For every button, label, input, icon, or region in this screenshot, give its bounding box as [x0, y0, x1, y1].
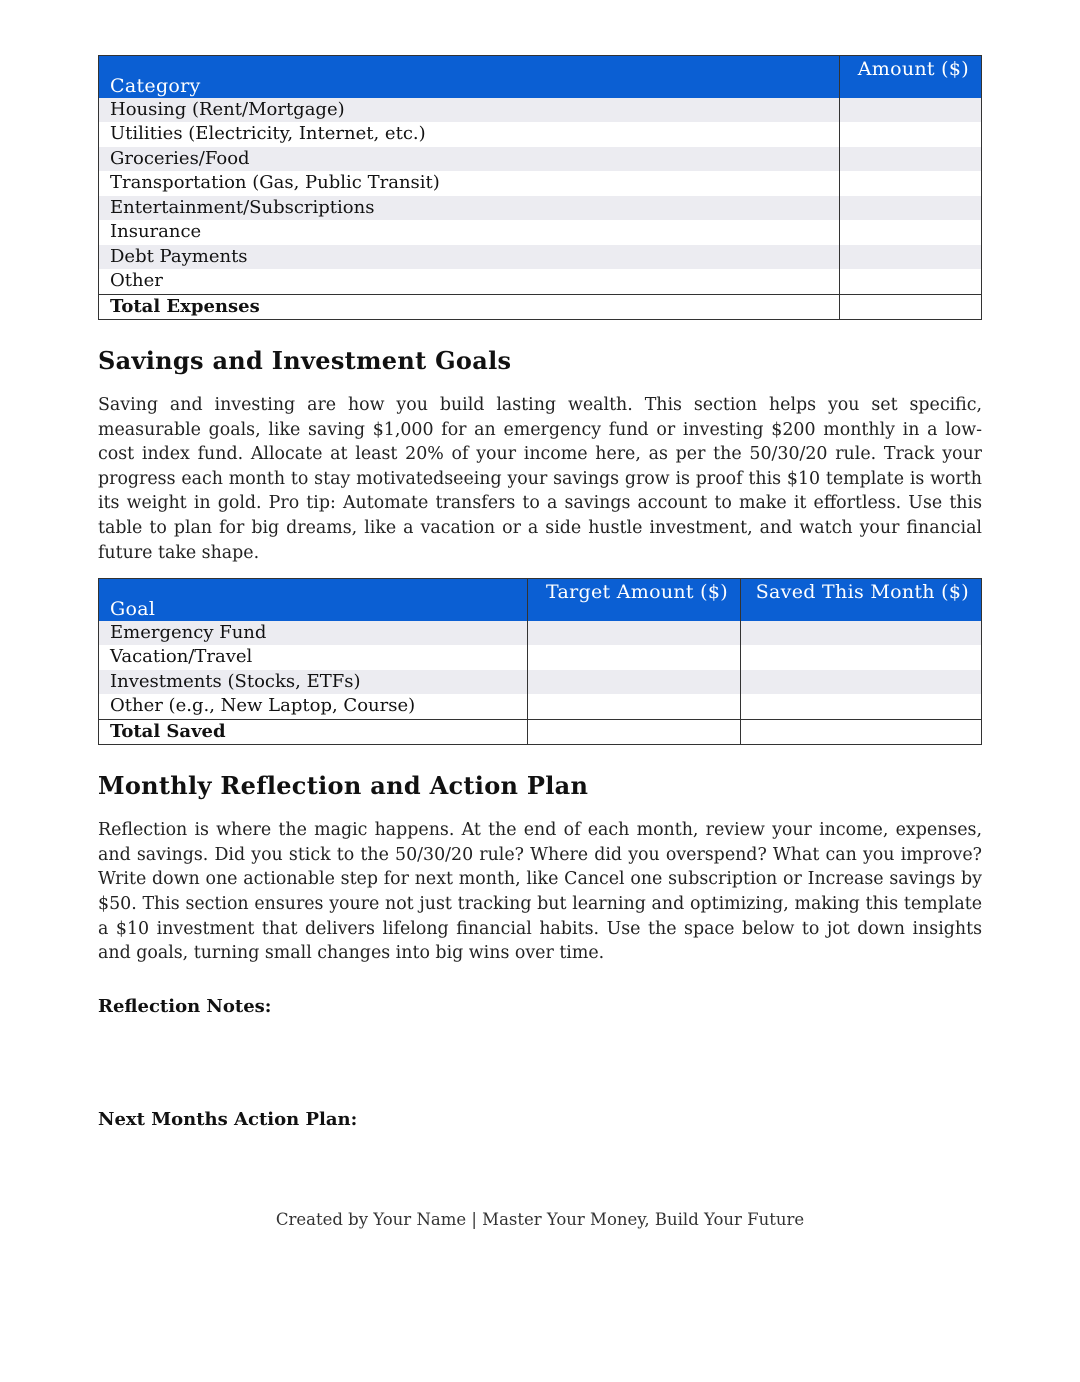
goal-target-cell[interactable]: [528, 621, 741, 646]
table-row: [99, 122, 982, 147]
expense-amount-cell[interactable]: [840, 269, 982, 294]
expenses-header-row: [99, 56, 982, 98]
action-plan-label: Next Months Action Plan:: [98, 1108, 358, 1130]
goals-total-label: Total Saved: [99, 719, 528, 745]
goal-target-cell[interactable]: [528, 694, 741, 719]
goal-saved-cell[interactable]: [741, 694, 982, 719]
expense-amount-cell[interactable]: [840, 122, 982, 147]
expense-amount-cell[interactable]: [840, 98, 982, 123]
table-row: [99, 171, 982, 196]
reflection-notes-space[interactable]: [98, 1017, 982, 1109]
goals-header-row: [99, 579, 982, 621]
savings-paragraph: Saving and investing are how you build lasting wealth. This section helps you set specific, measurable goals, like saving $1,000 for an emergency fund or investing $200 monthly in a low-cost index fund. Allocate at least 20% of your income here, as per the 50/30/20 rule. Track your progress each month to stay motivatedseeing your savings grow is proof this $10 template is worth its weight in gold. Pro tip: Automate transfers to a savings account to make it effortless. Use this table to plan for big dreams, like a vacation or a side hustle investment, and watch your financial future take shape.: [98, 395, 982, 563]
expense-amount-cell[interactable]: [840, 171, 982, 196]
expense-category: Insurance: [99, 220, 840, 245]
goal-name: Vacation/Travel: [99, 645, 528, 670]
table-row: [99, 220, 982, 245]
expenses-table: [98, 55, 982, 320]
table-row: [99, 645, 982, 670]
table-row: [99, 147, 982, 172]
table-row: [99, 98, 982, 123]
goal-saved-cell[interactable]: [741, 621, 982, 646]
expense-category: Housing (Rent/Mortgage): [99, 98, 840, 123]
table-row: [99, 196, 982, 221]
table-row: [99, 621, 982, 646]
goals-header-saved: Saved This Month ($): [741, 579, 982, 621]
reflection-notes-label: Reflection Notes:: [98, 995, 272, 1017]
goals-header-target: Target Amount ($): [528, 579, 741, 621]
table-row: [99, 245, 982, 270]
expense-amount-cell[interactable]: [840, 147, 982, 172]
table-row: [99, 670, 982, 695]
expense-category: Groceries/Food: [99, 147, 840, 172]
table-row: [99, 694, 982, 719]
goals-total-row: [99, 719, 982, 745]
goals-total-saved-cell[interactable]: [741, 719, 982, 745]
expenses-total-amount-cell[interactable]: [840, 294, 982, 320]
savings-heading: Savings and Investment Goals: [98, 346, 512, 375]
expenses-header-amount: Amount ($): [840, 56, 982, 98]
footer: Created by Your Name | Master Your Money, Build Your Future: [275, 1210, 805, 1229]
reflection-paragraph: Reflection is where the magic happens. At the end of each month, review your income, expenses, and savings. Did you stick to the 50/30/20 rule? Where did you overspend? What can you improve? Write down one actionable step for next month, like Cancel one subscription or Increase savings by $50. This section ensures youre not just tracking but learning and optimizing, making this template a $10 investment that delivers lifelong financial habits. Use the space below to jot down insights and goals, turning small changes into big wins over time.: [98, 820, 982, 964]
expense-category: Entertainment/Subscriptions: [99, 196, 840, 221]
page: [98, 55, 982, 1210]
expense-amount-cell[interactable]: [840, 245, 982, 270]
expenses-total-label: Total Expenses: [99, 294, 840, 320]
expense-category: Transportation (Gas, Public Transit): [99, 171, 840, 196]
goal-target-cell[interactable]: [528, 645, 741, 670]
goals-header-goal: Goal: [99, 579, 528, 621]
action-plan-space[interactable]: [98, 1130, 982, 1210]
goal-name: Investments (Stocks, ETFs): [99, 670, 528, 695]
goal-saved-cell[interactable]: [741, 670, 982, 695]
expenses-header-category: Category: [99, 56, 840, 98]
reflection-heading: Monthly Reflection and Action Plan: [98, 771, 589, 801]
goal-name: Emergency Fund: [99, 621, 528, 646]
expenses-total-row: [99, 294, 982, 320]
expense-category: Utilities (Electricity, Internet, etc.): [99, 122, 840, 147]
table-row: [99, 269, 982, 294]
goals-table: [98, 578, 982, 745]
expense-category: Other: [99, 269, 840, 294]
goal-name: Other (e.g., New Laptop, Course): [99, 694, 528, 719]
goal-target-cell[interactable]: [528, 670, 741, 695]
goals-total-target-cell[interactable]: [528, 719, 741, 745]
goal-saved-cell[interactable]: [741, 645, 982, 670]
expense-amount-cell[interactable]: [840, 196, 982, 221]
expense-category: Debt Payments: [99, 245, 840, 270]
expense-amount-cell[interactable]: [840, 220, 982, 245]
